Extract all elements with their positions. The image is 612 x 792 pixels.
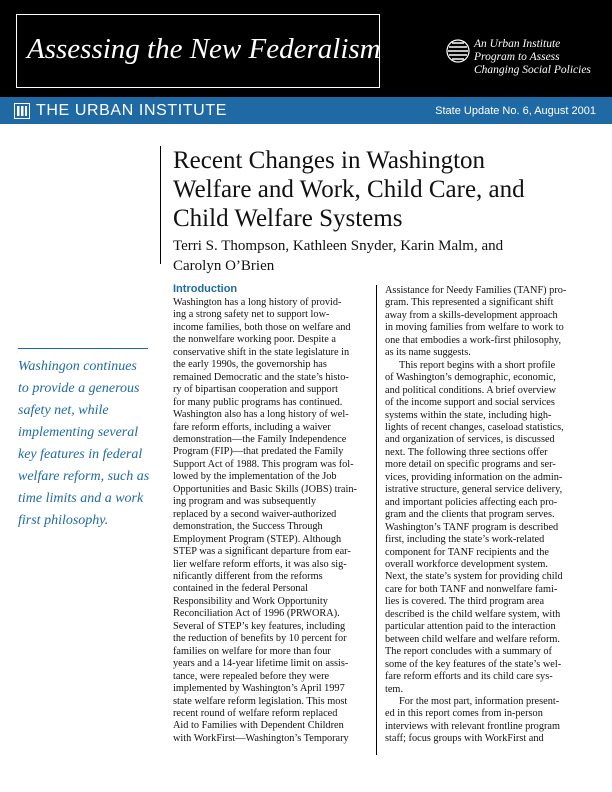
- body-line: lies is covered. The third program area: [385, 596, 545, 608]
- body-line: lowed by the implementation of the Job: [173, 471, 337, 483]
- body-line: care for both TANF and nonwelfare fami-: [385, 583, 558, 595]
- body-line: Responsibility and Work Opportunity: [173, 595, 328, 607]
- author-line: Carolyn O’Brien: [173, 258, 275, 274]
- body-line: Washington has a long history of provid-: [173, 297, 342, 308]
- body-line: demonstration—the Family Independence: [173, 433, 347, 445]
- body-line: in moving families from welfare to work to: [385, 322, 564, 334]
- body-line: nificantly different from the reforms: [173, 570, 323, 582]
- body-line: demonstration, the Success Through: [173, 521, 323, 533]
- body-line: more detail on specific programs and ser-: [385, 459, 556, 471]
- body-line: the reduction of benefits by 10 percent for: [173, 633, 347, 645]
- body-line: Aid to Families with Dependent Children: [173, 720, 344, 732]
- body-line: and important policies affecting each pro-: [385, 496, 558, 508]
- body-column-left: [173, 297, 369, 745]
- body-line: next. The following three sections offer: [385, 446, 548, 458]
- body-line: fare reform efforts and its child care sys-: [385, 671, 553, 683]
- body-line: particular attention paid to the interaction: [385, 621, 556, 633]
- body-line: This report begins with a short profile: [399, 359, 556, 371]
- body-line: the nonwelfare working poor. Despite a: [173, 334, 336, 346]
- tagline-line: Program to Assess: [474, 51, 560, 63]
- body-line: ing a strong safety net to support low-: [173, 309, 330, 321]
- title-line: Welfare and Work, Child Care, and: [173, 176, 525, 203]
- body-line: implemented by Washington’s April 1997: [173, 683, 345, 695]
- org-name: THE URBAN INSTITUTE: [36, 102, 227, 119]
- body-line: Program (FIP)—that predated the Family: [173, 446, 344, 458]
- report-title: [173, 146, 598, 233]
- series-title-box: [16, 14, 380, 88]
- urban-institute-globe-icon: [445, 38, 471, 64]
- body-line: tance, were repealed before they were: [173, 670, 330, 682]
- body-line: contained in the federal Personal: [173, 583, 308, 595]
- body-line: gram. This represented a significant shift: [385, 297, 554, 309]
- pullquote-line: safety net, while: [18, 403, 109, 418]
- author-line: Terri S. Thompson, Kathleen Snyder, Karin Malm, and: [173, 238, 504, 254]
- body-line: and organization of services, is discussed: [385, 434, 555, 446]
- pullquote-line: first philosophy.: [18, 513, 109, 528]
- body-line: istrative structure, general service delivery,: [385, 484, 563, 496]
- pullquote-line: time limits and a work: [18, 491, 144, 506]
- body-line: Employment Program (STEP). Although: [173, 533, 342, 545]
- body-line: conservative shift in the state legislature in: [173, 346, 350, 358]
- body-line: Several of STEP’s key features, including: [173, 620, 346, 632]
- title-line: Recent Changes in Washington: [173, 147, 486, 174]
- body-line: gram and the clients that program serves.: [385, 509, 555, 521]
- body-line: Opportunities and Basic Skills (JOBS) train-: [173, 483, 357, 495]
- column-divider: [376, 285, 377, 755]
- pullquote-line: Washingon continues: [18, 359, 137, 374]
- body-line: Washington also has a long history of wel-: [173, 409, 349, 421]
- body-line: some of the key features of the state’s wel-: [385, 658, 562, 670]
- pullquote-line: implementing several: [18, 425, 139, 440]
- body-line: ed in this report comes from in-person: [385, 708, 543, 720]
- pullquote-rule: [18, 348, 148, 349]
- body-line: and political conditions. A brief overview: [385, 384, 557, 396]
- body-line: vices, providing information on the admin-: [385, 471, 563, 483]
- body-line: recent round of welfare reform replaced: [173, 707, 338, 719]
- body-line: away from a skills-development approach: [385, 309, 558, 321]
- pullquote: [18, 356, 158, 532]
- tagline-line: An Urban Institute: [474, 38, 561, 50]
- body-line: interviews with relevant frontline program: [385, 720, 560, 732]
- body-column-right: [385, 285, 601, 746]
- body-line: lier welfare reform efforts, it was also sig-: [173, 558, 347, 570]
- body-line: staff; focus groups with WorkFirst and: [385, 733, 544, 745]
- body-line: The report concludes with a summary of: [385, 646, 552, 658]
- body-line: of the income support and social services: [385, 397, 555, 409]
- body-line: state welfare reform legislation. This most: [173, 695, 348, 707]
- body-line: Washington’s TANF program is described: [385, 521, 559, 533]
- body-line: Reconciliation Act of 1996 (PRWORA).: [173, 608, 340, 620]
- body-line: of Washington’s demographic, economic,: [385, 372, 556, 384]
- body-line: between child welfare and welfare reform.: [385, 633, 560, 645]
- tagline-line: Changing Social Policies: [474, 64, 591, 76]
- state-update-label: State Update No. 6, August 2001: [435, 105, 596, 117]
- body-line: Assistance for Needy Families (TANF) pro-: [385, 285, 567, 296]
- body-line: ry of bipartisan cooperation and support: [173, 384, 338, 396]
- body-line: Next, the state’s system for providing child: [385, 571, 563, 583]
- urban-institute-building-icon: [14, 103, 30, 119]
- body-line: as its name suggests.: [385, 347, 471, 359]
- body-line: described is the child welfare system, with: [385, 608, 561, 620]
- title-rule: [160, 146, 161, 264]
- body-line: STEP was a significant departure from ear-: [173, 546, 351, 558]
- body-line: with WorkFirst—Washington’s Temporary: [173, 732, 349, 744]
- body-line: systems within the state, including high-: [385, 409, 552, 421]
- body-line: families on welfare for more than four: [173, 645, 331, 657]
- body-line: lights of recent changes, caseload statistics,: [385, 421, 564, 433]
- section-heading-introduction: Introduction: [173, 283, 238, 295]
- body-line: income families, both those on welfare and: [173, 321, 351, 333]
- pullquote-line: to provide a generous: [18, 381, 140, 396]
- series-title: Assessing the New Federalism: [27, 33, 381, 65]
- body-line: overall workforce development system.: [385, 558, 548, 570]
- body-line: years and a 14-year lifetime limit on assis-: [173, 658, 349, 670]
- pullquote-line: welfare reform, such as: [18, 469, 150, 484]
- body-line: replaced by a second waiver-authorized: [173, 508, 337, 520]
- body-line: tem.: [385, 683, 404, 695]
- body-line: ing program and was subsequently: [173, 496, 316, 508]
- authors: [173, 236, 598, 276]
- body-line: one that embodies a work-first philosophy,: [385, 334, 562, 346]
- body-line: fare reform efforts, including a waiver: [173, 421, 331, 433]
- body-line: Support Act of 1988. This program was fol-: [173, 458, 354, 470]
- body-line: the early 1990s, the governorship has: [173, 359, 327, 371]
- title-line: Child Welfare Systems: [173, 205, 403, 232]
- body-line: first, including the state’s work-related: [385, 534, 545, 546]
- body-line: for many public programs has continued.: [173, 396, 343, 408]
- pullquote-line: key features in federal: [18, 447, 143, 462]
- body-line: For the most part, information present-: [399, 695, 560, 707]
- body-line: remained Democratic and the state’s histo-: [173, 371, 349, 383]
- body-line: component for TANF recipients and the: [385, 546, 549, 558]
- program-tagline: [474, 38, 591, 77]
